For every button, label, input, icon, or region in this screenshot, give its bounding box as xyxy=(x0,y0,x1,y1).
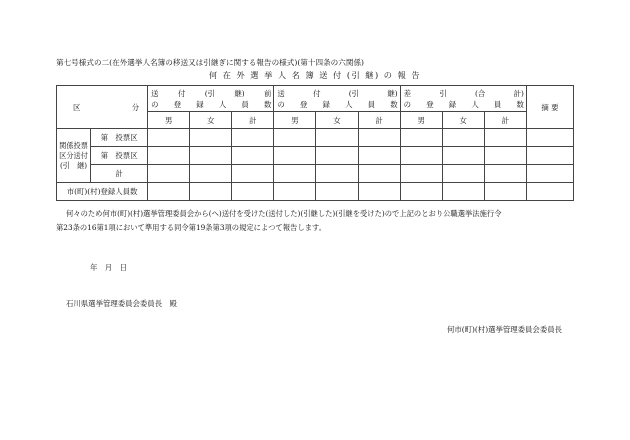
table-cell[interactable] xyxy=(484,129,526,147)
group-header-difference xyxy=(400,86,526,112)
table-cell[interactable] xyxy=(274,129,316,147)
report-table xyxy=(56,85,574,201)
table-cell[interactable] xyxy=(400,129,442,147)
row-label-district-1: 第 投票区 xyxy=(91,129,148,147)
table-cell[interactable] xyxy=(274,165,316,183)
table-cell[interactable] xyxy=(358,129,400,147)
recipient: 石川県選挙管理委員会委員長 殿 xyxy=(66,299,177,308)
sub-header-total: 計 xyxy=(484,112,526,129)
table-cell[interactable] xyxy=(232,147,274,165)
hdr-char: 人 xyxy=(471,99,479,109)
table-cell[interactable] xyxy=(442,165,484,183)
table-cell[interactable] xyxy=(148,147,190,165)
category-header-char-2: 分 xyxy=(131,102,140,112)
hdr-char: 数 xyxy=(516,99,524,109)
table-cell[interactable] xyxy=(316,165,358,183)
hdr-char: 録 xyxy=(196,99,204,109)
table-cell[interactable] xyxy=(190,147,232,165)
section-label-line: (引 継) xyxy=(59,160,88,170)
table-cell[interactable] xyxy=(484,165,526,183)
table-cell[interactable] xyxy=(316,147,358,165)
table-cell[interactable] xyxy=(400,147,442,165)
section-label-line: 区分送付 xyxy=(59,150,88,160)
hdr-char: の xyxy=(277,99,285,109)
hdr-char: 計) xyxy=(513,88,524,98)
table-cell[interactable] xyxy=(442,129,484,147)
hdr-char: の xyxy=(403,99,412,109)
hdr-char: 差 xyxy=(403,88,412,98)
table-cell[interactable] xyxy=(316,183,358,201)
row-label-city: 市(町)(村)登録人員数 xyxy=(57,183,148,201)
hdr-char: 員 xyxy=(493,99,502,109)
table-cell[interactable] xyxy=(190,183,232,201)
category-header xyxy=(57,86,148,129)
row-label-district-2: 第 投票区 xyxy=(91,147,148,165)
hdr-char: 録 xyxy=(322,99,330,109)
table-cell[interactable] xyxy=(148,165,190,183)
table-cell[interactable] xyxy=(442,183,484,201)
table-cell[interactable] xyxy=(526,147,573,165)
body-text-line-2: 第23条の16第1項において準用する同令第19条第3項の規定によつて報告します。 xyxy=(56,223,327,232)
hdr-char: (合 xyxy=(475,88,486,98)
section-label-line: 関係投票 xyxy=(59,140,88,150)
table-cell[interactable] xyxy=(232,129,274,147)
table-cell[interactable] xyxy=(148,129,190,147)
hdr-char: 人 xyxy=(218,99,227,109)
body-text xyxy=(56,207,576,235)
hdr-char: (引 xyxy=(204,88,215,98)
remarks-header: 摘 要 xyxy=(526,86,573,129)
sub-header-female: 女 xyxy=(190,112,232,129)
table-cell[interactable] xyxy=(526,165,573,183)
sub-header-male: 男 xyxy=(148,112,190,129)
hdr-char: 継) xyxy=(234,88,245,98)
table-cell[interactable] xyxy=(400,165,442,183)
table-cell[interactable] xyxy=(232,165,274,183)
table-cell[interactable] xyxy=(232,183,274,201)
sub-header-female: 女 xyxy=(442,112,484,129)
group-header-before xyxy=(148,86,274,112)
table-cell[interactable] xyxy=(274,183,316,201)
table-cell[interactable] xyxy=(358,147,400,165)
hdr-char: 継) xyxy=(387,88,398,98)
table-cell[interactable] xyxy=(190,129,232,147)
form-title: 何 在 外 選 挙 人 名 簿 送 付 (引 継) の 報 告 xyxy=(208,70,422,80)
table-cell[interactable] xyxy=(400,183,442,201)
group-header-sent xyxy=(274,86,400,112)
hdr-char: 員 xyxy=(367,99,376,109)
category-header-char-1: 区 xyxy=(73,102,81,112)
hdr-char: 前 xyxy=(263,88,272,98)
table-cell[interactable] xyxy=(484,183,526,201)
body-text-line-1: 何々のため何市(町)(村)選挙管理委員会から(へ)送付を受けた(送付した)(引継した)(引継を受けた)ので上記のとおり公職選挙法施行令 xyxy=(66,209,502,218)
hdr-char: 録 xyxy=(448,99,457,109)
hdr-char: 員 xyxy=(241,99,249,109)
section-label xyxy=(57,129,91,183)
sub-header-total: 計 xyxy=(232,112,274,129)
table-cell[interactable] xyxy=(442,147,484,165)
hdr-char: 登 xyxy=(426,99,434,109)
hdr-char: 送 xyxy=(151,88,159,98)
form-heading: 第七号様式の二(在外選挙人名簿の移送又は引継ぎに関する報告の様式)(第十四条の六関係) xyxy=(56,58,365,67)
sub-header-male: 男 xyxy=(400,112,442,129)
hdr-char: 人 xyxy=(345,99,353,109)
hdr-char: 数 xyxy=(263,99,272,109)
sender: 何市(町)(村)選挙管理委員会委員長 xyxy=(446,325,562,334)
table-cell[interactable] xyxy=(526,183,573,201)
table-cell[interactable] xyxy=(358,183,400,201)
sub-header-total: 計 xyxy=(358,112,400,129)
row-label-total: 計 xyxy=(91,165,148,183)
hdr-char: 数 xyxy=(390,99,398,109)
table-cell[interactable] xyxy=(190,165,232,183)
table-cell[interactable] xyxy=(274,147,316,165)
table-cell[interactable] xyxy=(148,183,190,201)
hdr-char: 送 xyxy=(277,88,285,98)
table-cell[interactable] xyxy=(316,129,358,147)
table-cell[interactable] xyxy=(484,147,526,165)
hdr-char: 登 xyxy=(173,99,182,109)
date-line: 年 月 日 xyxy=(90,263,127,272)
hdr-char: 付 xyxy=(313,88,321,98)
hdr-char: 付 xyxy=(177,88,186,98)
sub-header-male: 男 xyxy=(274,112,316,129)
sub-header-female: 女 xyxy=(316,112,358,129)
table-cell[interactable] xyxy=(358,165,400,183)
hdr-char: 登 xyxy=(299,99,308,109)
hdr-char: (引 xyxy=(348,88,360,98)
hdr-char: の xyxy=(151,99,159,109)
hdr-char: 引 xyxy=(439,88,447,98)
table-cell[interactable] xyxy=(526,129,573,147)
